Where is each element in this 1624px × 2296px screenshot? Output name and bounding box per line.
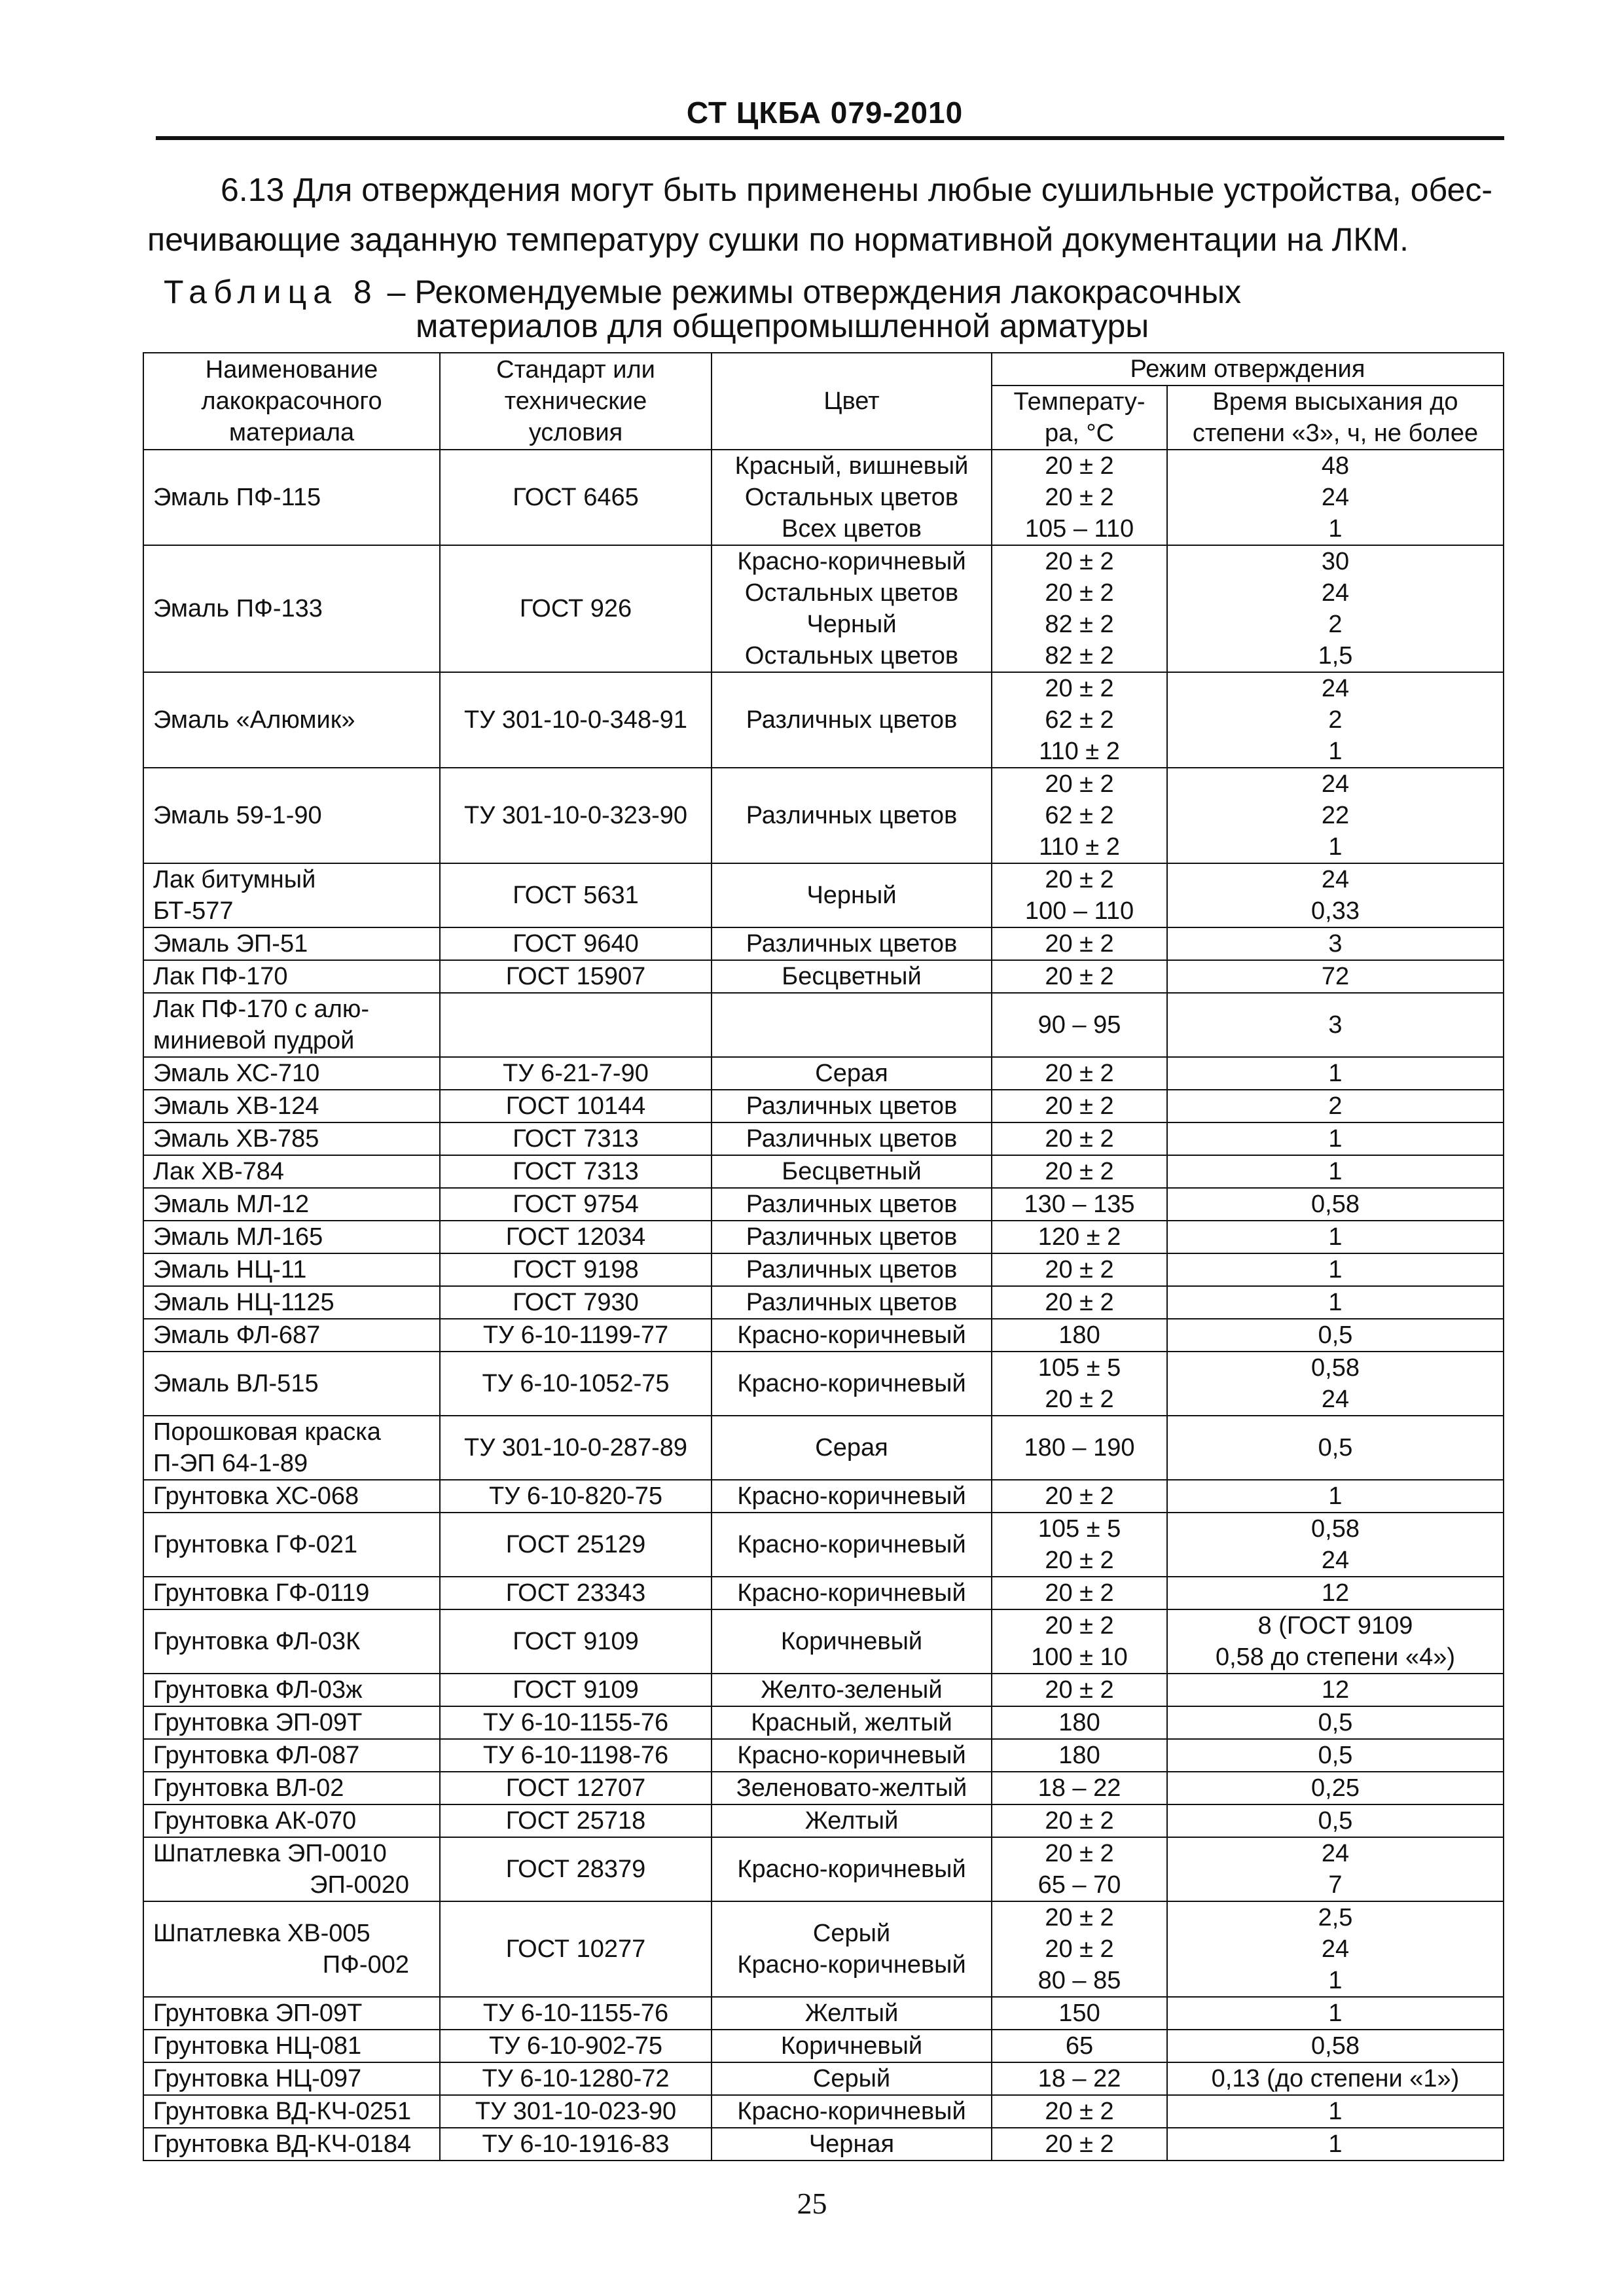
cell-temperature: 20 ± 2 <box>992 2095 1167 2128</box>
table-row <box>143 1739 1504 1772</box>
cell-temperature: 20 ± 2 65 – 70 <box>992 1837 1167 1901</box>
cell-standard: ГОСТ 10144 <box>440 1090 712 1122</box>
cell-color: Бесцветный <box>712 1155 992 1188</box>
cell-temperature: 180 <box>992 1706 1167 1739</box>
cell-color: Серая <box>712 1057 992 1090</box>
table-row <box>143 1090 1504 1122</box>
cell-standard: ТУ 301-10-0-348-91 <box>440 672 712 768</box>
cell-drying-time: 12 <box>1167 1674 1504 1706</box>
table-row <box>143 545 1504 672</box>
cell-drying-time: 0,58 24 <box>1167 1513 1504 1577</box>
cell-temperature: 150 <box>992 1997 1167 2030</box>
cell-standard: ТУ 301-10-023-90 <box>440 2095 712 2128</box>
cell-standard: ГОСТ 9640 <box>440 927 712 960</box>
cell-temperature: 20 ± 2 <box>992 960 1167 993</box>
cell-temperature: 20 ± 2 <box>992 1057 1167 1090</box>
header-drying-time: Время высыхания до степени «3», ч, не более <box>1167 386 1504 450</box>
table-row <box>143 993 1504 1057</box>
cell-material-name: Лак ХВ-784 <box>143 1155 440 1188</box>
cell-standard: ТУ 301-10-0-323-90 <box>440 768 712 863</box>
cell-material-name: Шпатлевка ЭП-0010 ЭП-0020 <box>143 1837 440 1901</box>
table-caption <box>164 275 1512 343</box>
table-row <box>143 1997 1504 2030</box>
cell-drying-time: 8 (ГОСТ 9109 0,58 до степени «4») <box>1167 1609 1504 1674</box>
table-row <box>143 1416 1504 1480</box>
cell-color: Серая <box>712 1416 992 1480</box>
cell-standard: ГОСТ 10277 <box>440 1901 712 1997</box>
cell-temperature: 20 ± 2 100 ± 10 <box>992 1609 1167 1674</box>
cell-color: Различных цветов <box>712 1122 992 1155</box>
cell-drying-time: 24 22 1 <box>1167 768 1504 863</box>
cell-drying-time: 0,58 <box>1167 2030 1504 2062</box>
cell-color: Коричневый <box>712 1609 992 1674</box>
cell-drying-time: 1 <box>1167 1480 1504 1513</box>
header-material-name: Наименование лакокрасочного материала <box>143 353 440 450</box>
table-row <box>143 2062 1504 2095</box>
cell-standard: ТУ 6-10-1052-75 <box>440 1352 712 1416</box>
cell-material-name: Грунтовка ФЛ-03К <box>143 1609 440 1674</box>
cell-drying-time: 24 7 <box>1167 1837 1504 1901</box>
document-header: СТ ЦКБА 079-2010 <box>686 96 964 130</box>
cell-drying-time: 1 <box>1167 1122 1504 1155</box>
cell-material-name: Эмаль МЛ-12 <box>143 1188 440 1221</box>
cell-standard: ГОСТ 23343 <box>440 1577 712 1609</box>
cell-drying-time: 3 <box>1167 927 1504 960</box>
table-row <box>143 1804 1504 1837</box>
cell-material-name: Грунтовка АК-070 <box>143 1804 440 1837</box>
cell-temperature: 20 ± 2 62 ± 2 110 ± 2 <box>992 672 1167 768</box>
cell-material-name: Грунтовка ГФ-021 <box>143 1513 440 1577</box>
cell-temperature: 180 <box>992 1319 1167 1352</box>
cell-temperature: 180 <box>992 1739 1167 1772</box>
cell-drying-time: 0,58 <box>1167 1188 1504 1221</box>
cell-standard: ТУ 6-10-1916-83 <box>440 2128 712 2161</box>
cell-material-name: Грунтовка ЭП-09Т <box>143 1997 440 2030</box>
cell-material-name: Эмаль МЛ-165 <box>143 1221 440 1253</box>
cell-material-name: Эмаль ПФ-115 <box>143 450 440 545</box>
cell-temperature: 20 ± 2 20 ± 2 82 ± 2 82 ± 2 <box>992 545 1167 672</box>
table-caption-label: Таблица 8 <box>164 274 378 310</box>
cell-temperature: 105 ± 5 20 ± 2 <box>992 1352 1167 1416</box>
header-rule <box>156 136 1504 140</box>
table-row <box>143 960 1504 993</box>
cell-color: Черная <box>712 2128 992 2161</box>
cell-standard: ТУ 301-10-0-287-89 <box>440 1416 712 1480</box>
cell-temperature: 20 ± 2 <box>992 1286 1167 1319</box>
cell-color: Красно-коричневый <box>712 1837 992 1901</box>
table-row <box>143 1901 1504 1997</box>
table-row <box>143 1253 1504 1286</box>
cell-drying-time: 2 <box>1167 1090 1504 1122</box>
cell-color: Различных цветов <box>712 927 992 960</box>
cell-standard: ГОСТ 9198 <box>440 1253 712 1286</box>
cell-drying-time: 0,5 <box>1167 1416 1504 1480</box>
cell-standard: ГОСТ 7313 <box>440 1122 712 1155</box>
cell-color: Красно-коричневый <box>712 1480 992 1513</box>
cell-material-name: Эмаль ХВ-785 <box>143 1122 440 1155</box>
table-row <box>143 672 1504 768</box>
table-row <box>143 1352 1504 1416</box>
cell-standard: ГОСТ 6465 <box>440 450 712 545</box>
cell-material-name: Грунтовка НЦ-097 <box>143 2062 440 2095</box>
cell-color: Различных цветов <box>712 1188 992 1221</box>
cell-standard: ГОСТ 12034 <box>440 1221 712 1253</box>
cell-color: Красно-коричневый <box>712 1319 992 1352</box>
cell-material-name: Лак битумный БТ-577 <box>143 863 440 927</box>
cell-material-name: Грунтовка ВД-КЧ-0251 <box>143 2095 440 2128</box>
cell-standard: ТУ 6-10-1155-76 <box>440 1706 712 1739</box>
cell-material-name: Грунтовка ВЛ-02 <box>143 1772 440 1804</box>
table-body <box>143 450 1504 2161</box>
cell-temperature: 20 ± 2 <box>992 1253 1167 1286</box>
cell-material-name: Эмаль ЭП-51 <box>143 927 440 960</box>
cell-standard: ГОСТ 926 <box>440 545 712 672</box>
cell-temperature: 20 ± 2 <box>992 1577 1167 1609</box>
cell-standard: ТУ 6-10-1280-72 <box>440 2062 712 2095</box>
cell-color: Черный <box>712 863 992 927</box>
cell-drying-time: 1 <box>1167 1286 1504 1319</box>
cell-temperature: 20 ± 2 <box>992 1480 1167 1513</box>
cell-standard: ГОСТ 12707 <box>440 1772 712 1804</box>
cell-temperature: 20 ± 2 <box>992 1090 1167 1122</box>
table-row <box>143 1577 1504 1609</box>
cell-drying-time: 1 <box>1167 1155 1504 1188</box>
page-number: 25 <box>797 2187 827 2220</box>
table-row <box>143 1772 1504 1804</box>
cell-standard: ГОСТ 25718 <box>440 1804 712 1837</box>
cell-material-name: Грунтовка ГФ-0119 <box>143 1577 440 1609</box>
cell-color: Серый <box>712 2062 992 2095</box>
cell-temperature: 20 ± 2 100 – 110 <box>992 863 1167 927</box>
cell-material-name: Эмаль ХВ-124 <box>143 1090 440 1122</box>
table-caption-title-1: – Рекомендуемые режимы отверждения лакокрасочных <box>378 274 1242 310</box>
cell-temperature: 18 – 22 <box>992 2062 1167 2095</box>
cell-standard: ГОСТ 5631 <box>440 863 712 927</box>
cell-standard: ТУ 6-10-1155-76 <box>440 1997 712 2030</box>
cell-drying-time: 1 <box>1167 2095 1504 2128</box>
cell-standard: ГОСТ 9754 <box>440 1188 712 1221</box>
cell-material-name: Эмаль ХС-710 <box>143 1057 440 1090</box>
cell-material-name: Эмаль 59-1-90 <box>143 768 440 863</box>
cell-material-name: Грунтовка ФЛ-03ж <box>143 1674 440 1706</box>
cell-standard: ТУ 6-21-7-90 <box>440 1057 712 1090</box>
cell-drying-time: 48 24 1 <box>1167 450 1504 545</box>
cell-color: Красно-коричневый <box>712 2095 992 2128</box>
header-color: Цвет <box>712 353 992 450</box>
cell-drying-time: 0,5 <box>1167 1739 1504 1772</box>
header-temperature: Температу- ра, °С <box>992 386 1167 450</box>
table-row <box>143 1286 1504 1319</box>
cell-standard <box>440 993 712 1057</box>
cell-material-name: Эмаль НЦ-11 <box>143 1253 440 1286</box>
cell-color: Различных цветов <box>712 1090 992 1122</box>
cell-temperature: 90 – 95 <box>992 993 1167 1057</box>
cell-color: Желто-зеленый <box>712 1674 992 1706</box>
table-row <box>143 927 1504 960</box>
table-caption-title-2: материалов для общепромышленной арматуры <box>416 308 1149 344</box>
cell-drying-time: 0,5 <box>1167 1804 1504 1837</box>
cell-standard: ГОСТ 9109 <box>440 1609 712 1674</box>
cell-drying-time: 0,13 (до степени «1») <box>1167 2062 1504 2095</box>
cell-temperature: 20 ± 2 <box>992 1674 1167 1706</box>
cell-drying-time: 0,25 <box>1167 1772 1504 1804</box>
cell-temperature: 20 ± 2 20 ± 2 105 – 110 <box>992 450 1167 545</box>
cell-material-name: Порошковая краска П-ЭП 64-1-89 <box>143 1416 440 1480</box>
cell-standard: ТУ 6-10-902-75 <box>440 2030 712 2062</box>
cell-drying-time: 0,5 <box>1167 1706 1504 1739</box>
header-curing-mode: Режим отверждения <box>992 353 1504 386</box>
cell-material-name: Грунтовка ВД-КЧ-0184 <box>143 2128 440 2161</box>
cell-color: Красно-коричневый <box>712 1513 992 1577</box>
table-row <box>143 1188 1504 1221</box>
cell-material-name: Эмаль НЦ-1125 <box>143 1286 440 1319</box>
cell-standard: ТУ 6-10-820-75 <box>440 1480 712 1513</box>
cell-drying-time: 3 <box>1167 993 1504 1057</box>
cell-color: Бесцветный <box>712 960 992 993</box>
cell-color: Красно-коричневый Остальных цветов Черный Остальных цветов <box>712 545 992 672</box>
cell-drying-time: 24 2 1 <box>1167 672 1504 768</box>
cell-material-name: Грунтовка ФЛ-087 <box>143 1739 440 1772</box>
cell-standard: ГОСТ 7930 <box>440 1286 712 1319</box>
table-row <box>143 863 1504 927</box>
table-row <box>143 1480 1504 1513</box>
cell-temperature: 20 ± 2 <box>992 1804 1167 1837</box>
cell-color: Серый Красно-коричневый <box>712 1901 992 1997</box>
cell-color: Различных цветов <box>712 768 992 863</box>
curing-modes-table <box>143 352 1504 2161</box>
cell-drying-time: 0,5 <box>1167 1319 1504 1352</box>
table-row <box>143 1674 1504 1706</box>
table-row <box>143 1837 1504 1901</box>
table-row <box>143 2095 1504 2128</box>
cell-drying-time: 1 <box>1167 1997 1504 2030</box>
cell-color: Различных цветов <box>712 1221 992 1253</box>
cell-color: Различных цветов <box>712 1286 992 1319</box>
cell-material-name: Грунтовка ЭП-09Т <box>143 1706 440 1739</box>
cell-color: Различных цветов <box>712 672 992 768</box>
cell-temperature: 20 ± 2 <box>992 1155 1167 1188</box>
cell-material-name: Лак ПФ-170 с алю- миниевой пудрой <box>143 993 440 1057</box>
cell-color: Красно-коричневый <box>712 1739 992 1772</box>
cell-temperature: 120 ± 2 <box>992 1221 1167 1253</box>
cell-drying-time: 0,58 24 <box>1167 1352 1504 1416</box>
cell-temperature: 130 – 135 <box>992 1188 1167 1221</box>
cell-drying-time: 24 0,33 <box>1167 863 1504 927</box>
cell-standard: ГОСТ 25129 <box>440 1513 712 1577</box>
table-row <box>143 768 1504 863</box>
cell-temperature: 105 ± 5 20 ± 2 <box>992 1513 1167 1577</box>
cell-color: Красный, вишневый Остальных цветов Всех цветов <box>712 450 992 545</box>
table-row <box>143 1706 1504 1739</box>
cell-standard: ТУ 6-10-1198-76 <box>440 1739 712 1772</box>
table-row <box>143 1057 1504 1090</box>
paragraph-line-2: печивающие заданную температуру сушки по нормативной документации на ЛКМ. <box>147 221 1409 258</box>
table-row <box>143 1513 1504 1577</box>
cell-temperature: 65 <box>992 2030 1167 2062</box>
cell-standard: ГОСТ 28379 <box>440 1837 712 1901</box>
cell-drying-time: 30 24 2 1,5 <box>1167 545 1504 672</box>
cell-color: Зеленовато-желтый <box>712 1772 992 1804</box>
cell-temperature: 20 ± 2 20 ± 2 80 – 85 <box>992 1901 1167 1997</box>
paragraph-line-1: 6.13 Для отверждения могут быть применены любые сушильные устройства, обес- <box>221 171 1493 208</box>
cell-material-name: Эмаль ФЛ-687 <box>143 1319 440 1352</box>
cell-color: Различных цветов <box>712 1253 992 1286</box>
cell-standard: ГОСТ 7313 <box>440 1155 712 1188</box>
cell-color: Красный, желтый <box>712 1706 992 1739</box>
cell-material-name: Шпатлевка ХВ-005 ПФ-002 <box>143 1901 440 1997</box>
table-row <box>143 2128 1504 2161</box>
cell-material-name: Лак ПФ-170 <box>143 960 440 993</box>
header-standard: Стандарт или технические условия <box>440 353 712 450</box>
cell-drying-time: 2,5 24 1 <box>1167 1901 1504 1997</box>
cell-material-name: Грунтовка ХС-068 <box>143 1480 440 1513</box>
cell-temperature: 20 ± 2 <box>992 927 1167 960</box>
cell-color: Красно-коричневый <box>712 1352 992 1416</box>
cell-color: Красно-коричневый <box>712 1577 992 1609</box>
cell-drying-time: 12 <box>1167 1577 1504 1609</box>
cell-temperature: 20 ± 2 <box>992 2128 1167 2161</box>
cell-standard: ГОСТ 9109 <box>440 1674 712 1706</box>
cell-color: Желтый <box>712 1997 992 2030</box>
cell-drying-time: 1 <box>1167 2128 1504 2161</box>
cell-material-name: Эмаль ПФ-133 <box>143 545 440 672</box>
cell-drying-time: 1 <box>1167 1253 1504 1286</box>
cell-color: Желтый <box>712 1804 992 1837</box>
table-row <box>143 1221 1504 1253</box>
cell-material-name: Грунтовка НЦ-081 <box>143 2030 440 2062</box>
cell-temperature: 18 – 22 <box>992 1772 1167 1804</box>
cell-drying-time: 1 <box>1167 1057 1504 1090</box>
cell-color <box>712 993 992 1057</box>
cell-standard: ТУ 6-10-1199-77 <box>440 1319 712 1352</box>
paragraph-6-13 <box>147 165 1496 264</box>
table-row <box>143 1122 1504 1155</box>
cell-temperature: 20 ± 2 <box>992 1122 1167 1155</box>
cell-standard: ГОСТ 15907 <box>440 960 712 993</box>
table-row <box>143 1609 1504 1674</box>
table-row <box>143 1319 1504 1352</box>
table-row <box>143 1155 1504 1188</box>
cell-temperature: 20 ± 2 62 ± 2 110 ± 2 <box>992 768 1167 863</box>
table-row <box>143 450 1504 545</box>
cell-temperature: 180 – 190 <box>992 1416 1167 1480</box>
cell-material-name: Эмаль ВЛ-515 <box>143 1352 440 1416</box>
cell-drying-time: 72 <box>1167 960 1504 993</box>
table-row <box>143 2030 1504 2062</box>
cell-material-name: Эмаль «Алюмик» <box>143 672 440 768</box>
cell-drying-time: 1 <box>1167 1221 1504 1253</box>
cell-color: Коричневый <box>712 2030 992 2062</box>
